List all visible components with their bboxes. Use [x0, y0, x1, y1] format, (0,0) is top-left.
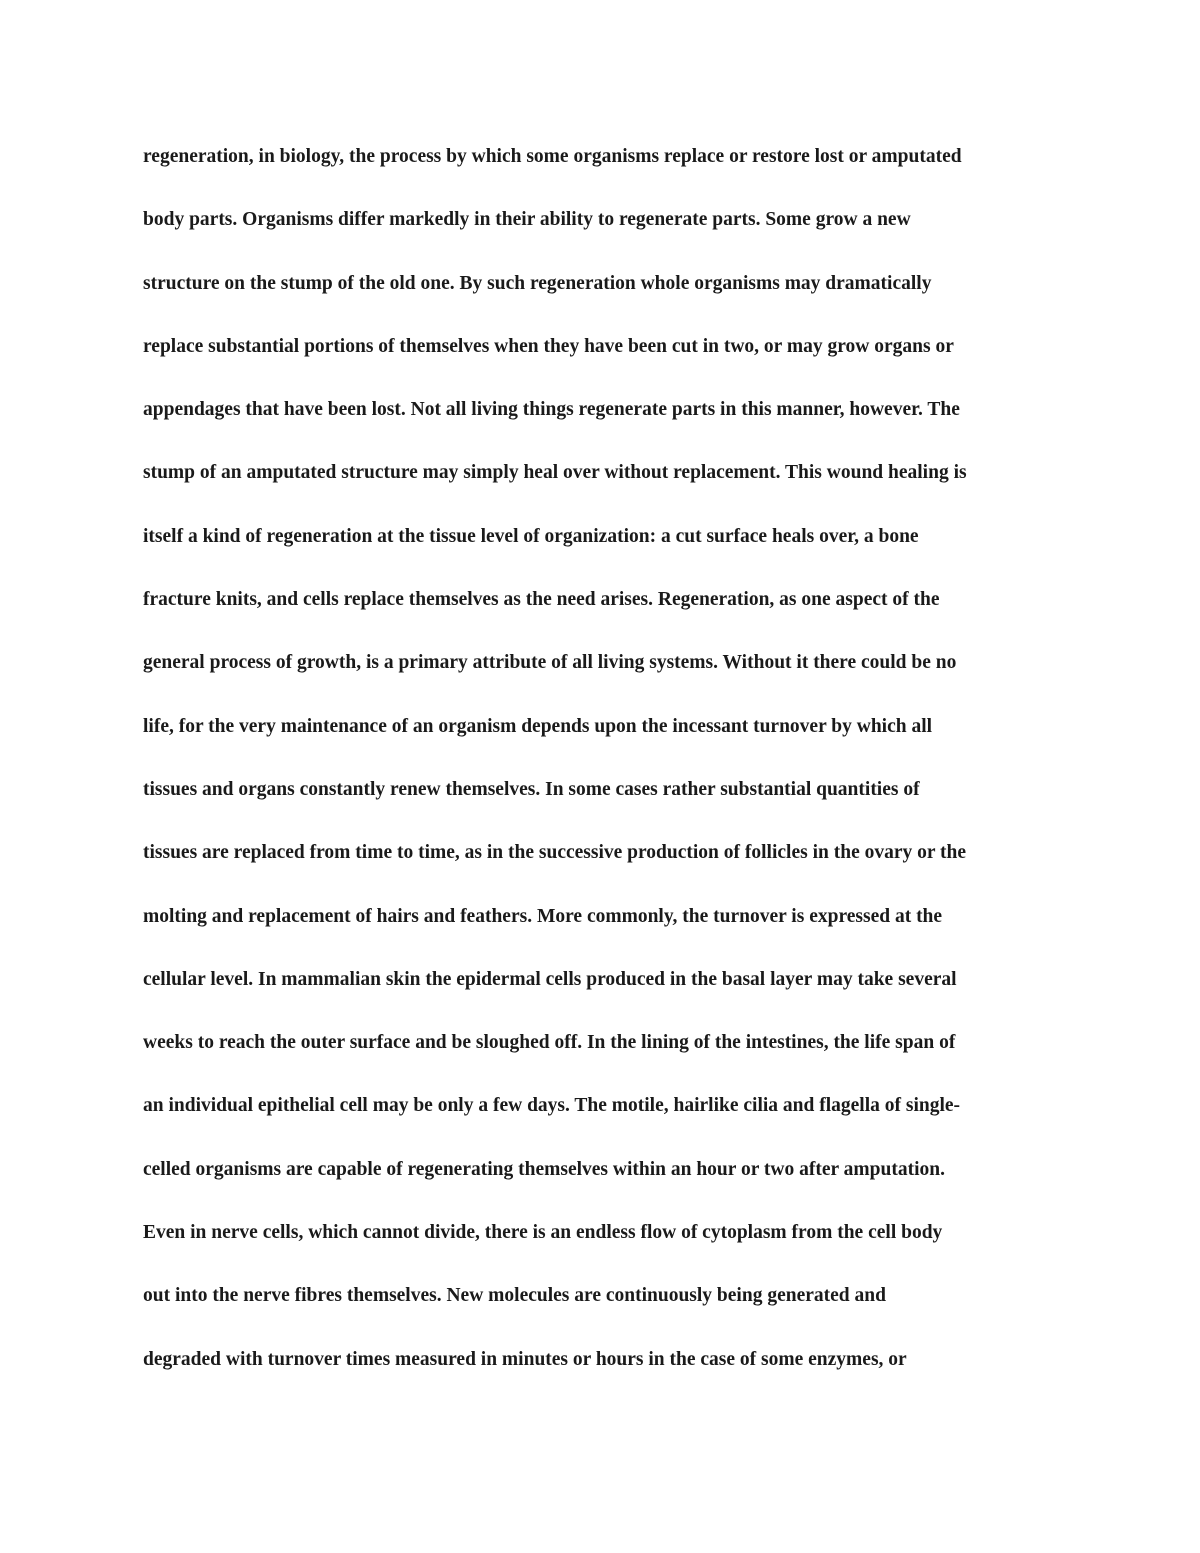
text-line: celled organisms are capable of regenerating themselves within an hour or two after amputation. — [143, 1158, 945, 1180]
text-line: molting and replacement of hairs and feathers. More commonly, the turnover is expressed at the — [143, 905, 943, 927]
text-line: out into the nerve fibres themselves. New molecules are continuously being generated and — [143, 1285, 886, 1307]
text-line: degraded with turnover times measured in minutes or hours in the case of some enzymes, or — [143, 1348, 907, 1370]
text-line: tissues are replaced from time to time, as in the successive production of follicles in the ovary or the — [143, 842, 967, 864]
text-line: replace substantial portions of themselves when they have been cut in two, or may grow organs or — [143, 335, 954, 357]
text-line: regeneration, in biology, the process by which some organisms replace or restore lost or amputated — [143, 146, 962, 167]
text-line: cellular level. In mammalian skin the epidermal cells produced in the basal layer may take several — [143, 968, 957, 990]
text-line: structure on the stump of the old one. By such regeneration whole organisms may dramatically — [143, 272, 932, 294]
body-paragraph — [143, 141, 1073, 1407]
text-line: weeks to reach the outer surface and be sloughed off. In the lining of the intestines, the life span of — [143, 1032, 956, 1054]
text-line: fracture knits, and cells replace themselves as the need arises. Regeneration, as one aspect of the — [143, 589, 940, 611]
text-line: tissues and organs constantly renew themselves. In some cases rather substantial quantities of — [143, 778, 920, 800]
text-line: stump of an amputated structure may simply heal over without replacement. This wound healing is — [143, 462, 967, 484]
text-line: appendages that have been lost. Not all living things regenerate parts in this manner, however. The — [143, 399, 960, 421]
text-line: general process of growth, is a primary attribute of all living systems. Without it there could be no — [143, 652, 957, 674]
text-line: Even in nerve cells, which cannot divide, there is an endless flow of cytoplasm from the cell body — [143, 1222, 943, 1244]
text-line: itself a kind of regeneration at the tissue level of organization: a cut surface heals over, a bone — [143, 525, 919, 547]
text-line: body parts. Organisms differ markedly in their ability to regenerate parts. Some grow a new — [143, 209, 911, 231]
text-line: life, for the very maintenance of an organism depends upon the incessant turnover by which all — [143, 715, 933, 737]
text-line: an individual epithelial cell may be only a few days. The motile, hairlike cilia and flagella of single- — [143, 1095, 961, 1117]
